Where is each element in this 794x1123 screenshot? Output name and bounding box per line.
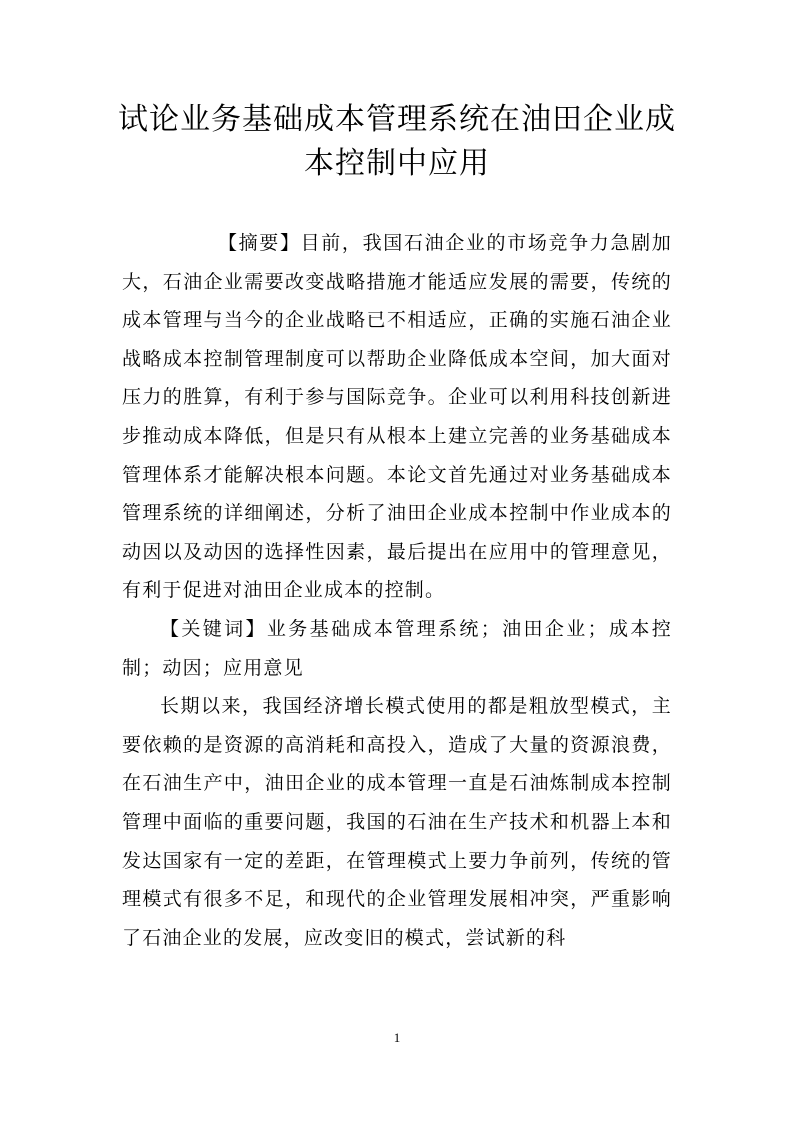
abstract-label: 【摘要】 (218, 232, 301, 254)
document-body (122, 224, 672, 957)
keywords-paragraph (122, 610, 672, 687)
body-paragraph: 长期以来，我国经济增长模式使用的都是粗放型模式，主要依赖的是资源的高消耗和高投入，造成了大量的资源浪费，在石油生产中，油田企业的成本管理一直是石油炼制成本控制管理中面临的重要问题，我国的石油在生产技术和机器上本和发达国家有一定的差距，在管理模式上要力争前列，传统的管理模式有很多不足，和现代的企业管理发展相冲突，严重影响了石油企业的发展，应改变旧的模式，尝试新的科 (122, 695, 672, 949)
abstract-paragraph (122, 224, 672, 610)
title-line-1: 试论业务基础成本管理系统在油田企业成 (118, 102, 676, 137)
abstract-text: 目前，我国石油企业的市场竞争力急剧加大，石油企业需要改变战略措施才能适应发展的需要，传统的成本管理与当今的企业战略已不相适应，正确的实施石油企业战略成本控制管理制度可以帮助企业降低成本空间，加大面对压力的胜算，有利于参与国际竞争。企业可以利用科技创新进步推动成本降低，但是只有从根本上建立完善的业务基础成本管理体系才能解决根本问题。本论文首先通过对业务基础成本管理系统的详细阐述，分析了油田企业成本控制中作业成本的动因以及动因的选择性因素，最后提出在应用中的管理意见，有利于促进对油田企业成本的控制。 (122, 232, 672, 602)
keywords-label: 【关键词】 (160, 617, 267, 640)
page-number: 1 (393, 1030, 401, 1045)
title-line-2: 本控制中应用 (304, 146, 490, 181)
document-title (100, 98, 694, 186)
keywords-text: 业务基础成本管理系统；油田企业；成本控制；动因；应用意见 (122, 617, 672, 679)
